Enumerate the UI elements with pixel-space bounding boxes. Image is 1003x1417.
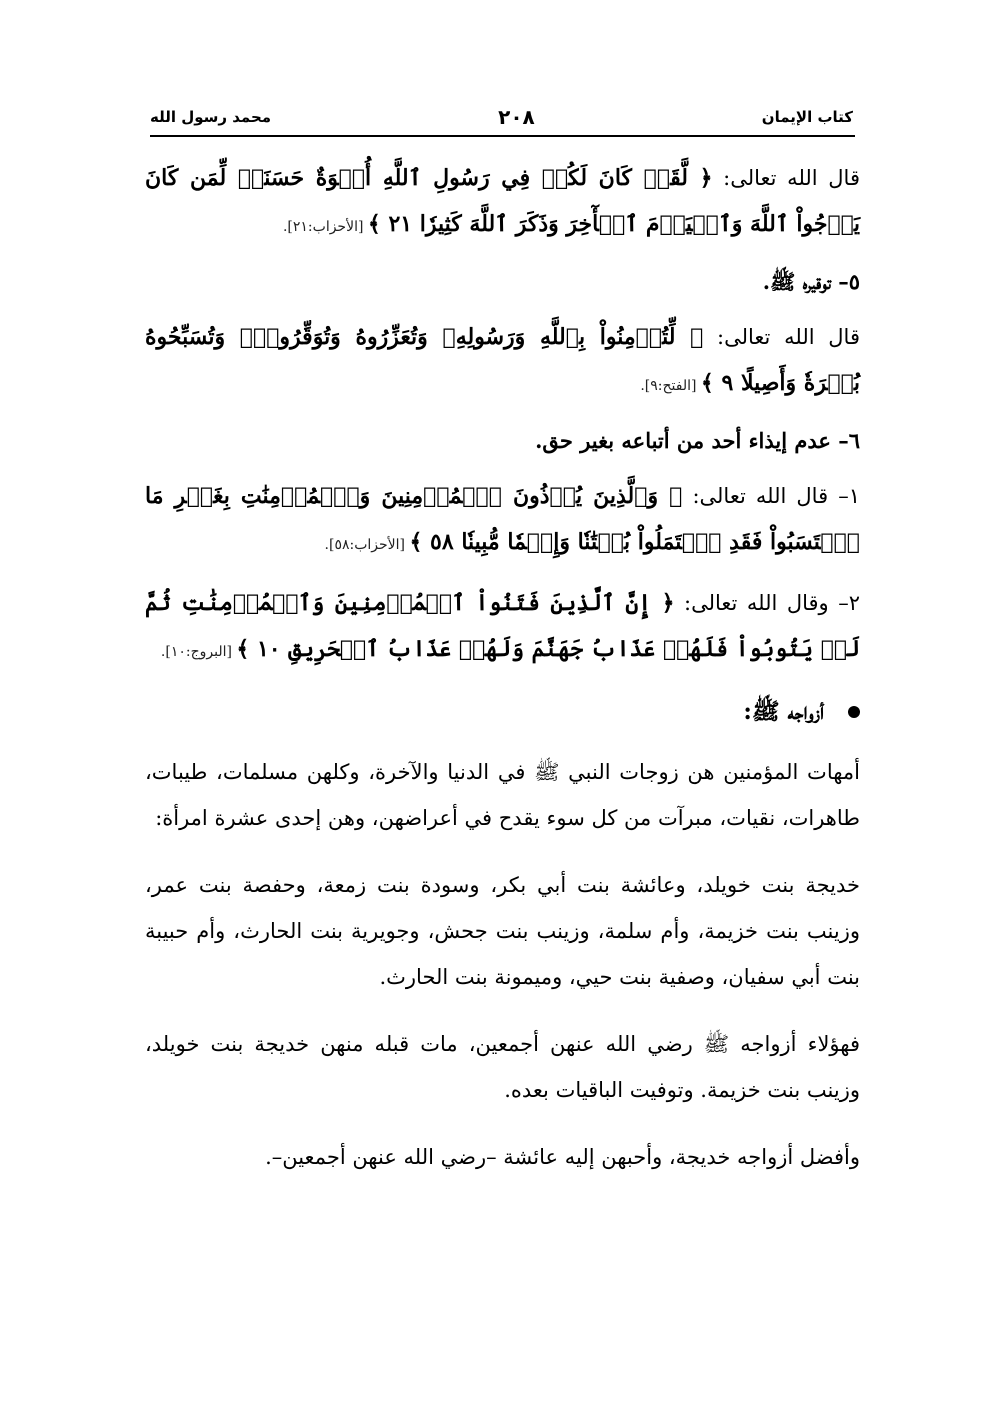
verse-reference: [الأحزاب:٢١]. (282, 219, 368, 235)
quote-intro: قال الله تعالى: (703, 325, 860, 349)
bullet-heading-text: أزواجه ﷺ: (743, 698, 824, 725)
header-section-title: محمد رسول الله (150, 108, 272, 126)
verse-reference: [الفتح:٩]. (640, 378, 701, 394)
section-heading-5: ٥– توقيره ﷺ. (762, 269, 860, 294)
quran-quote-2 (145, 314, 860, 409)
page-number: ٢٠٨ (498, 105, 535, 129)
quran-verse: ﴿ لِّتُؤۡمِنُواْ بِٱللَّهِ وَرَسُولِهِۦ وَتُعَزِّرُوهُ وَتُوَقِّرُوهُۚ وَتُسَبِّحُوهُ بُكۡرَةٗ وَأَصِيلًا ٩ ﴾ (145, 324, 860, 396)
bullet-icon (848, 706, 860, 718)
verse-reference: [البروج:١٠]. (160, 644, 237, 660)
paragraph-wives-intro: أمهات المؤمنين هن زوجات النبي ﷺ في الدنيا والآخرة، وكلهن مسلمات، طيبات، طاهرات، نقيات، مبرآت من كل سوء يقدح في أعراضهن، وهن إحدى عشرة امرأة: (145, 760, 860, 830)
quran-quote-3 (145, 473, 860, 568)
paragraph-wives-preferred: وأفضل أزواجه خديجة، وأحبهن إليه عائشة –رضي الله عنهن أجمعين–. (265, 1145, 860, 1169)
section-heading-6: ٦– عدم إيذاء أحد من أتباعه بغير حق. (535, 428, 860, 453)
quran-verse: ﴿ لَّقَدۡ كَانَ لَكُمۡ فِي رَسُولِ ٱللَّهِ أُسۡوَةٌ حَسَنَةٞ لِّمَن كَانَ يَرۡجُواْ ٱللَّهَ وَٱلۡيَوۡمَ ٱلۡأٓخِرَ وَذَكَرَ ٱللَّهَ كَثِيرٗا ٢١ ﴾ (145, 165, 860, 237)
paragraph-wives-deaths: فهؤلاء أزواجه ﷺ رضي الله عنهن أجمعين، مات قبله منهن خديجة بنت خويلد، وزينب بنت خزيمة. وتوفيت الباقيات بعده. (145, 1032, 860, 1102)
header-book-title: كتاب الإيمان (761, 108, 853, 126)
page-header (150, 102, 853, 132)
bullet-heading (145, 687, 860, 737)
page-content (145, 155, 860, 1201)
quote-intro: قال الله تعالى: (712, 166, 860, 190)
quote-intro: ٢– وقال الله تعالى: (674, 591, 860, 615)
quran-quote-1 (145, 155, 860, 250)
quran-verse: ﴿ إِنَّ ٱلَّذِينَ فَتَنُواْ ٱلۡمُؤۡمِنِينَ وَٱلۡمُؤۡمِنَٰتِ ثُمَّ لَمۡ يَتُوبُواْ فَلَهُمۡ عَذَابُ جَهَنَّمَ وَلَهُمۡ عَذَابُ ٱلۡحَرِيقِ ١٠ ﴾ (145, 590, 860, 662)
header-divider (150, 135, 855, 137)
quote-intro: ١– قال الله تعالى: (682, 484, 860, 508)
quran-verse: ﴿ وَٱلَّذِينَ يُؤۡذُونَ ٱلۡمُؤۡمِنِينَ وَٱلۡمُؤۡمِنَٰتِ بِغَيۡرِ مَا ٱكۡتَسَبُواْ فَقَدِ ٱحۡتَمَلُواْ بُهۡتَٰنٗا وَإِثۡمٗا مُّبِينٗا ٥٨ ﴾ (145, 483, 860, 555)
verse-reference: [الأحزاب:٥٨]. (324, 537, 410, 553)
quran-quote-4 (145, 580, 860, 675)
paragraph-wives-list: خديجة بنت خويلد، وعائشة بنت أبي بكر، وسودة بنت زمعة، وحفصة بنت عمر، وزينب بنت خزيمة، وأم سلمة، وزينب بنت جحش، وجويرية بنت الحارث، وأم حبيبة بنت أبي سفيان، وصفية بنت حيي، وميمونة بنت الحارث. (145, 873, 860, 989)
